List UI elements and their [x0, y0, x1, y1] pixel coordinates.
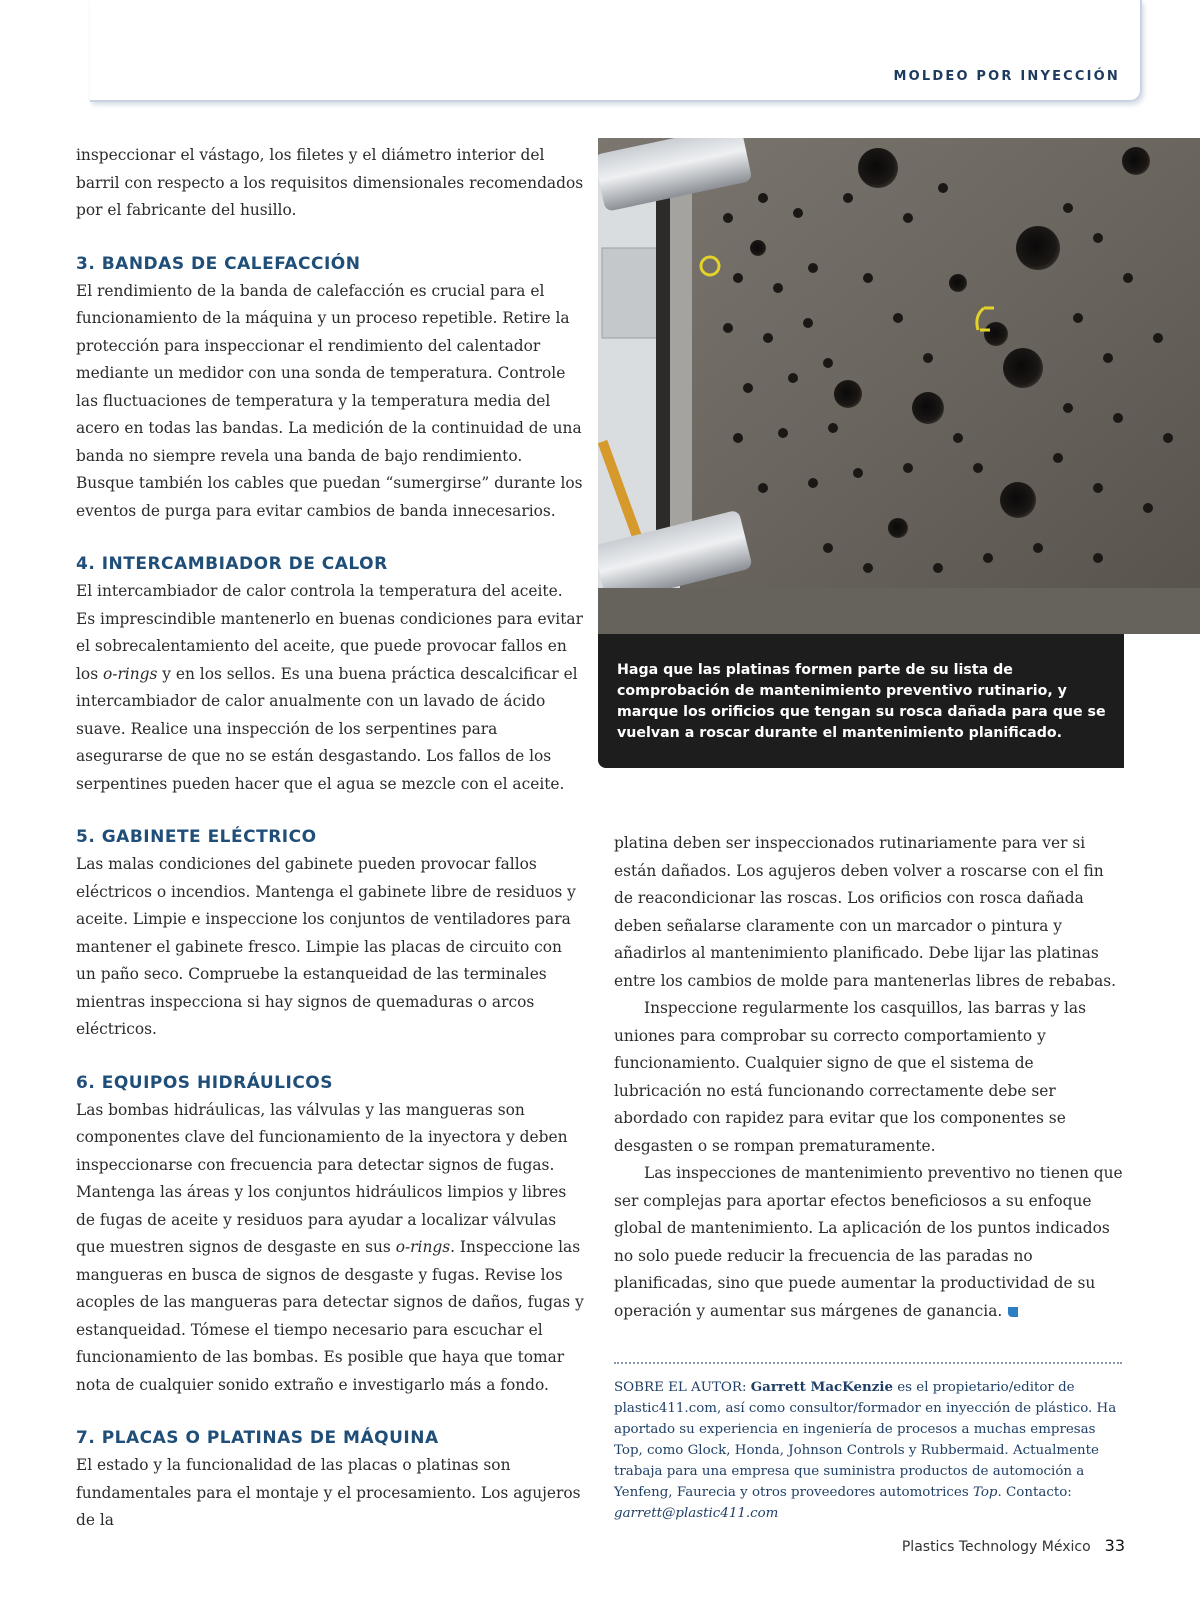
platen-photo [598, 138, 1200, 634]
electrical-cabinet-body: Las malas condiciones del gabinete pueden provocar fallos eléctricos o incendios. Mantenga el gabinete libre de residuos y aceite. Limpie e inspeccione los conjuntos de ventiladores para mantener el gabinete fresco. Limpie las placas de circuito con un paño seco. Compruebe la estanqueidad de las terminales mientras inspecciona si hay signos de quemaduras o arcos eléctricos. [76, 855, 576, 1038]
author-email[interactable]: garrett@plastic411.com [614, 1506, 779, 1521]
end-of-article-icon [1008, 1307, 1018, 1317]
right-column [614, 830, 1126, 1325]
bushings-paragraph: Inspeccione regularmente los casquillos, las barras y las uniones para comprobar su correcto comportamiento y funcionamiento. Cualquier signo de que el sistema de lubricación no está funcionando correctamente debe ser abordado con rapidez para evitar que los componentes se desgasten o se rompan prematuramente. [614, 999, 1087, 1155]
page-number: 33 [1104, 1536, 1125, 1555]
caption-text: Haga que las platinas formen parte de su lista de comprobación de mantenimiento preventivo rutinario, y marque los orificios que tengan su rosca dañada para que se vuelvan a roscar durante el mantenimiento planificado. [617, 662, 1106, 741]
author-bio-text: es el propietario/editor de plastic411.com, así como consultor/formador en inyección de plástico. Ha aportado su experiencia en ingeniería de procesos a muchas empresas Top, como Glock, Honda, Johnson Controls y Rubbermaid. Actualmente trabaja para una empresa que suministra productos de automoción a Yenfeng, Faurecia y otros proveedores automotrices [614, 1380, 1117, 1500]
author-bio: SOBRE EL AUTOR: Garrett MacKenzie es el propietario/editor de plastic411.com, así como consultor/formador en inyección de plástico. Ha aportado su experiencia en ingeniería de procesos a muchas empresas Top, como Glock, Honda, Johnson Controls y Rubbermaid. Actualmente trabaja para una empresa que suministra productos de automoción a Yenfeng, Faurecia y otros proveedores automotrices Top. Contacto: garrett@plastic411.com [614, 1362, 1122, 1524]
conclusion-paragraph: Las inspecciones de mantenimiento preventivo no tienen que ser complejas para aportar efectos beneficiosos a su enfoque global de mantenimiento. La aplicación de los puntos indicados no solo puede reducir la frecuencia de las paradas no planificadas, sino que puede aumentar la productividad de su operación y aumentar sus márgenes de ganancia. [614, 1164, 1123, 1320]
author-label: SOBRE EL AUTOR: [614, 1380, 751, 1395]
platens-continued-paragraph: platina deben ser inspeccionados rutinariamente para ver si están dañados. Los agujeros deben volver a roscarse con el fin de reacondicionar las roscas. Los orificios con rosca dañada deben señalarse claramente con un marcador o pintura y añadirlos al mantenimiento planificado. Debe lijar las platinas entre los cambios de molde para mantenerlas libres de rebabas. [614, 834, 1117, 990]
author-name: Garrett MacKenzie [750, 1379, 893, 1395]
section-label: MOLDEO POR INYECCIÓN [893, 69, 1120, 84]
heading-hydraulics: 6. EQUIPOS HIDRÁULICOS [76, 1072, 333, 1093]
heat-exchanger-body: El intercambiador de calor controla la temperatura del aceite. Es imprescindible mantenerlo en buenas condiciones para evitar el sobrecalentamiento del aceite, que puede provocar fallos en los o-rings y en los sellos. Es una buena práctica descalcificar el intercambiador de calor anualmente con un lavado de ácido suave. Realice una inspección de los serpentines para asegurarse de que no se están desgastando. Los fallos de los serpentines pueden hacer que el agua se mezcle con el aceite. [76, 582, 583, 793]
publication-name: Plastics Technology México [901, 1539, 1091, 1555]
photo-caption [598, 634, 1124, 768]
heating-bands-body: El rendimiento de la banda de calefacción es crucial para el funcionamiento de la máquina y un proceso repetible. Retire la protección para inspeccionar el rendimiento del calentador mediante un medidor con una sonda de temperatura. Controle las fluctuaciones de temperatura y la temperatura media del acero en todas las bandas. La medición de la continuidad de una banda no siempre revela una banda de bajo rendimiento. Busque también los cables que puedan “sumergirse” durante los eventos de purga para evitar cambios de banda innecesarios. [76, 281, 583, 520]
header-frame [90, 0, 1142, 102]
platens-body: El estado y la funcionalidad de las placas o platinas son fundamentales para el montaje y el procesamiento. Los agujeros de la [76, 1456, 581, 1529]
platen-illustration [598, 138, 1200, 634]
hydraulics-body: Las bombas hidráulicas, las válvulas y las mangueras son componentes clave del funcionamiento de la inyectora y deben inspeccionarse con frecuencia para detectar signos de fugas. Mantenga las áreas y los conjuntos hidráulicos limpios y libres de fugas de aceite y residuos para ayudar a localizar válvulas que muestren signos de desgaste en sus o-rings. Inspeccione las mangueras en busca de signos de desgaste y fugas. Revise los acoples de las mangueras para detectar signos de daños, fugas y estanqueidad. Tómese el tiempo necesario para escuchar el funcionamiento de las bombas. Es posible que haya que tomar nota de cualquier sonido extraño e investigarlo más a fondo. [76, 1100, 584, 1394]
heading-heating-bands: 3. BANDAS DE CALEFACCIÓN [76, 253, 361, 274]
heading-electrical-cabinet: 5. GABINETE ELÉCTRICO [76, 827, 317, 847]
heading-heat-exchanger: 4. INTERCAMBIADOR DE CALOR [76, 554, 388, 574]
page-footer [902, 1536, 1125, 1555]
heading-platens: 7. PLACAS O PLATINAS DE MÁQUINA [76, 1428, 439, 1448]
intro-paragraph: inspeccionar el vástago, los filetes y el diámetro interior del barril con respecto a los requisitos dimensionales recomendados por el fabricante del husillo. [76, 146, 584, 219]
left-column [76, 142, 584, 1535]
